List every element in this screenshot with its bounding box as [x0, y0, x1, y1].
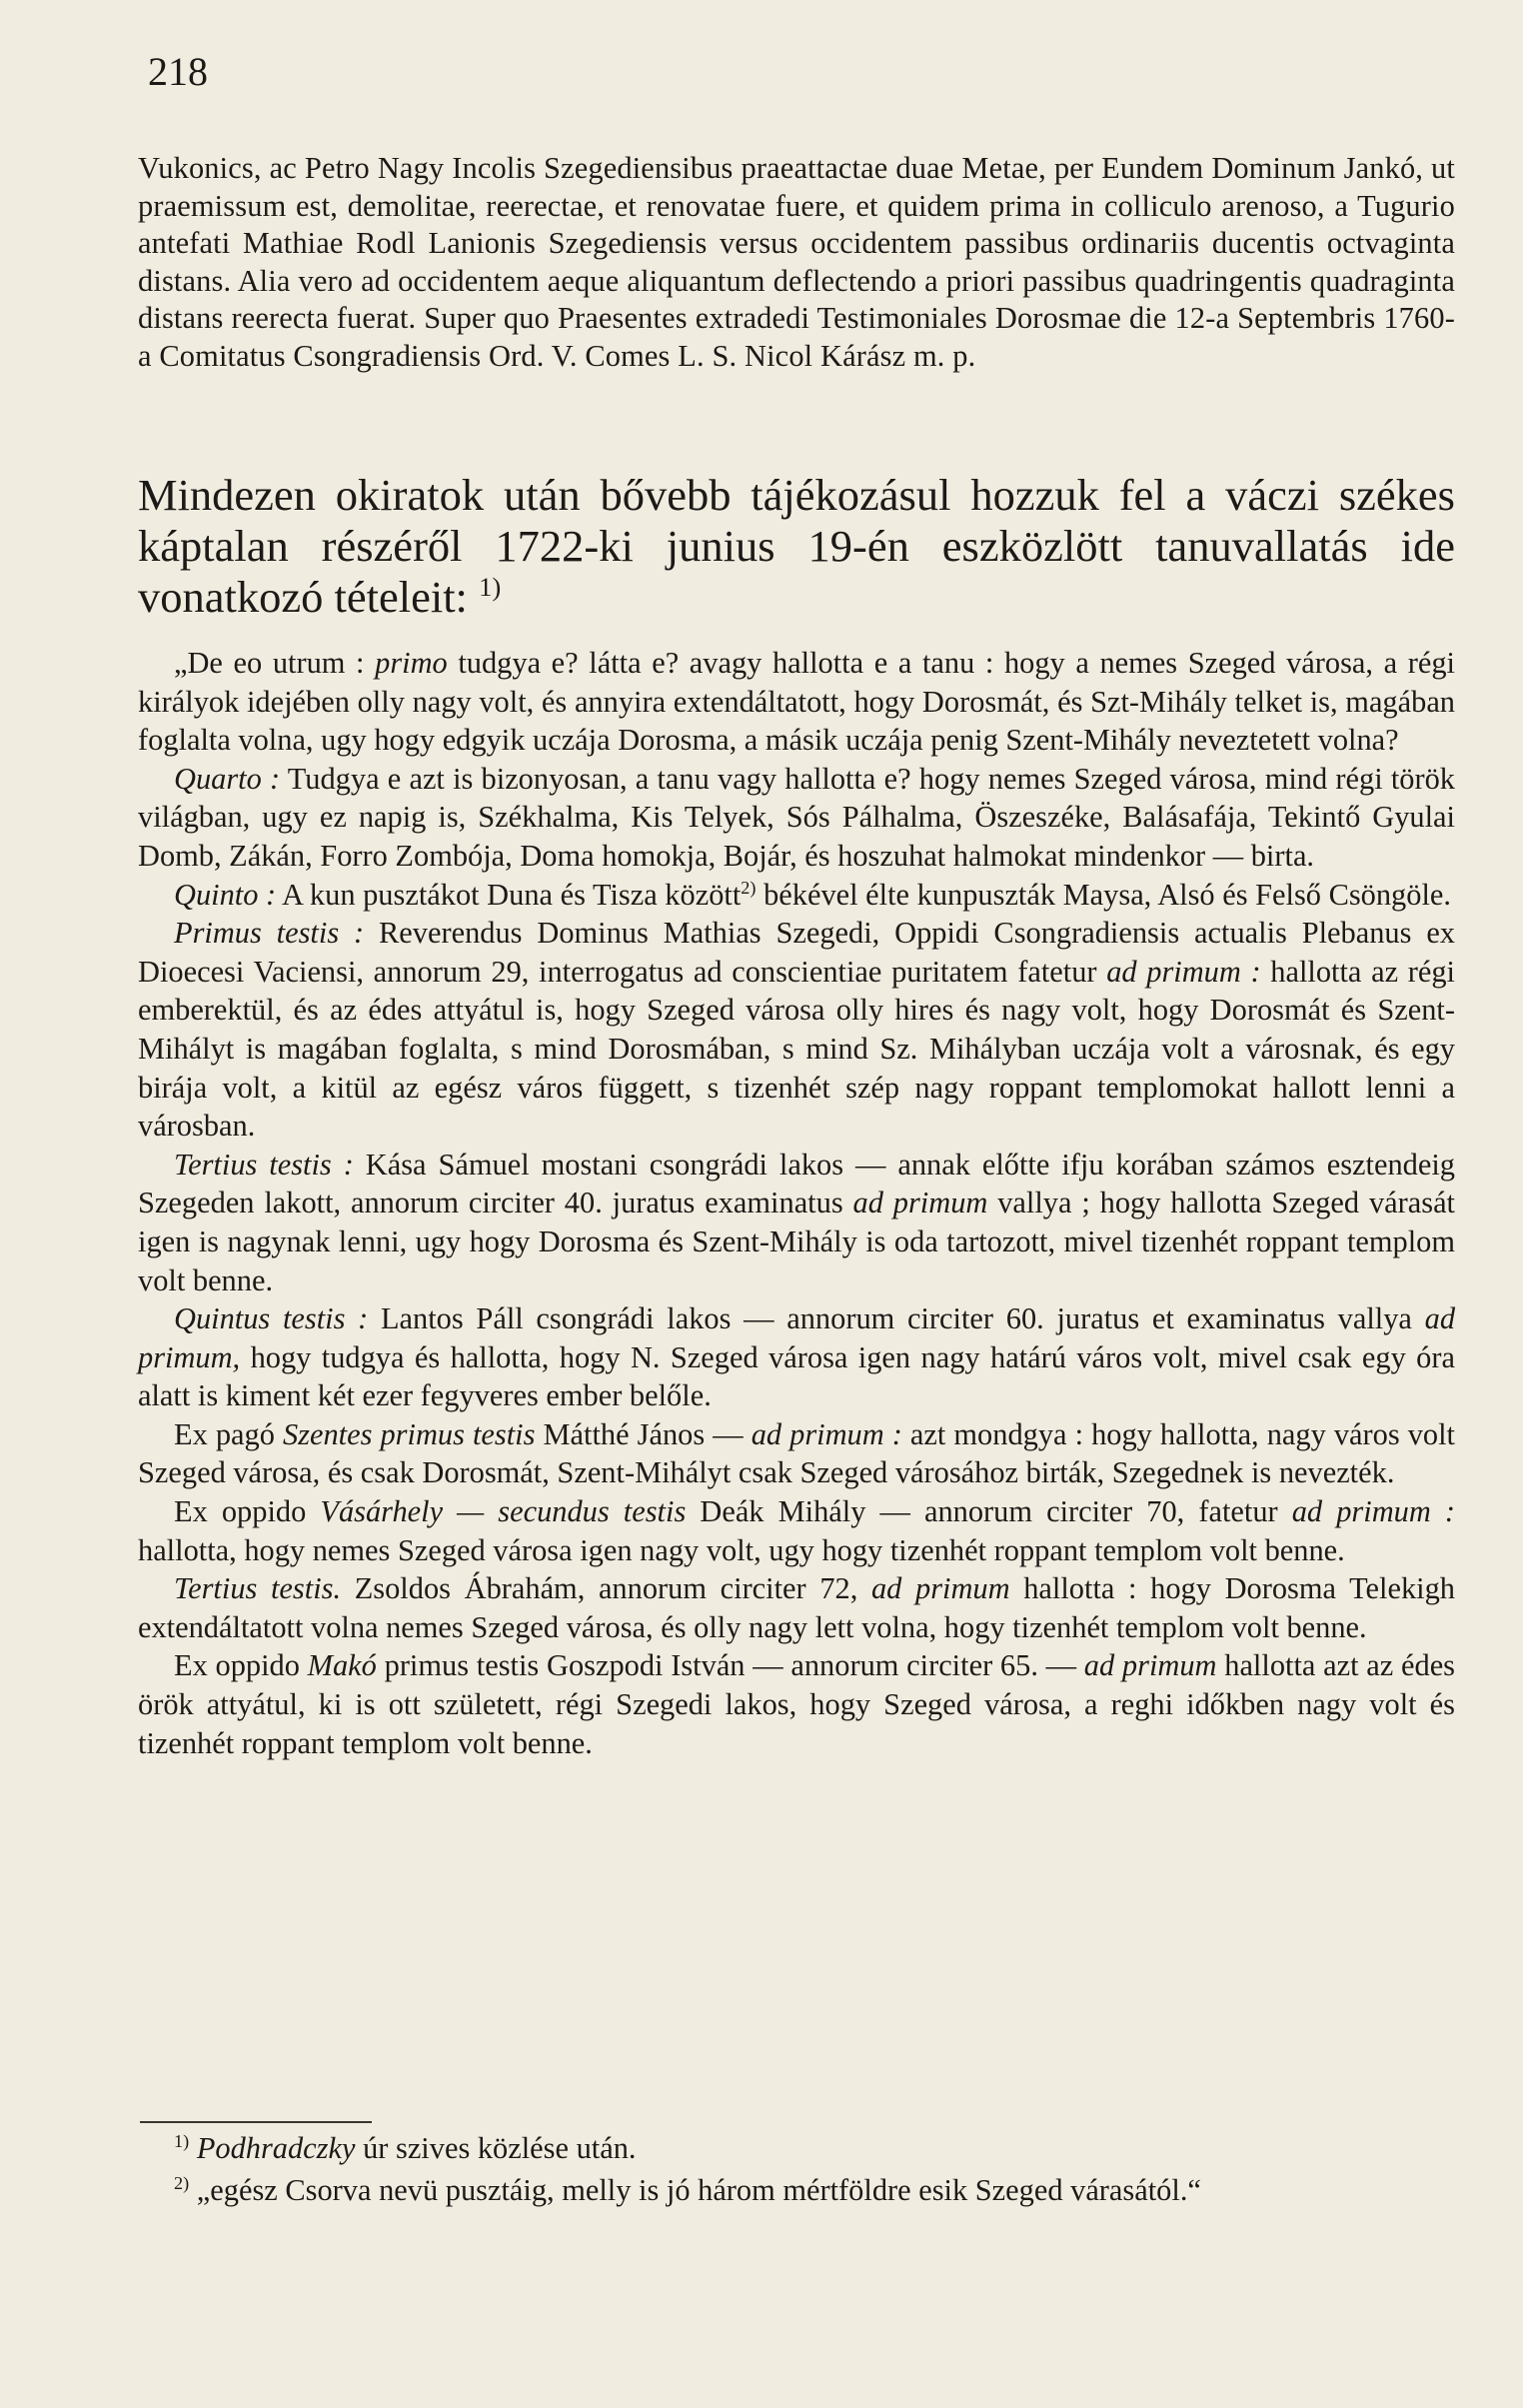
- paragraph-sublabel: ad primum :: [751, 1416, 902, 1451]
- paragraph-label: Quinto :: [174, 877, 277, 912]
- testimony-paragraph: Tertius testis : Kása Sámuel mostani csongrádi lakos — annak előtte ifju korában számos esztendeig Szegeden lakott, annorum circiter 40. juratus examinatus ad primum vallya ; hogy hallotta Szeged várasát igen is nagynak lenni, ugy hogy Dorosma és Szent-Mihály is oda tartozott, mivel tizenhét roppant templom volt benne.: [138, 1147, 1456, 1297]
- testimony-paragraph: Quarto : Tudgya e azt is bizonyosan, a tanu vagy hallotta e? hogy nemes Szeged városa, mind régi török világban, ugy ez napig is, Székhalma, Kis Telyek, Sós Pálhalma, Öszeszéke, Balásafája, Tekintő Gyulai Domb, Zákán, Forro Zombója, Doma homokja, Bojár, és hoszuhat halmokat mindenkor — birta.: [138, 761, 1455, 873]
- page-number: 218: [148, 49, 208, 94]
- paragraph-label: Quintus testis :: [174, 1301, 369, 1336]
- footnote-mark: 1): [174, 2130, 190, 2151]
- paragraph-sublabel: ad primum: [1083, 1648, 1217, 1683]
- footnotes: [138, 2131, 1455, 2215]
- footnote-mark: 2): [174, 2172, 190, 2193]
- testimony-paragraph: Primus testis : Reverendus Dominus Mathias Szegedi, Oppidi Csongradiensis actualis Plebanus ex Dioecesi Vaciensi, annorum 29, interrogatus ad conscientiae puritatem fatetur ad primum : hallotta az régi emberektül, és az édes attyátul is, hogy Szeged városa olly hires és nagy volt, hogy Dorosmát és Szent-Mihályt is magában foglalta, s mind Dorosmában, s mind Sz. Mihályban uczája volt a városnak, és egy birája volt, a kitül az egész város függett, s tizenhét szép nagy roppant templomokat hallott lenni a városban.: [138, 916, 1456, 1144]
- testimony-body: [138, 644, 1455, 1762]
- section-heading: [138, 470, 1455, 623]
- footnote-label: Podhradczky: [196, 2131, 356, 2165]
- testimony-paragraph: Ex oppido Vásárhely — secundus testis Deák Mihály — annorum circiter 70, fatetur ad primum : hallotta, hogy nemes Szeged városa igen nagy volt, ugy hogy tizenhét roppant templom volt benne.: [138, 1494, 1456, 1567]
- paragraph-label: Vásárhely — secundus testis: [320, 1494, 687, 1529]
- paragraph-sublabel: ad primum,: [138, 1301, 1456, 1374]
- paragraph-label: primo: [375, 646, 448, 680]
- footnote-ref: 2): [741, 877, 757, 898]
- heading-text: Mindezen okiratok után bővebb tájékozásul hozzuk fel a váczi székes káptalan részéről 1722-ki junius 19-én eszközlött tanuvallatás ide vonatkozó tételeit:: [138, 470, 1455, 622]
- paragraph-label: Primus testis :: [174, 916, 365, 951]
- testimony-paragraph: Quintus testis : Lantos Páll csongrádi lakos — annorum circiter 60. juratus et examinatus vallya ad primum, hogy tudgya és hallotta, hogy N. Szeged városa igen nagy határú város volt, mivel csak egy óra alatt is kiment két ezer fegyveres ember belőle.: [138, 1301, 1456, 1413]
- paragraph-label: Tertius testis.: [174, 1571, 342, 1606]
- paragraph-label: Tertius testis :: [174, 1147, 354, 1182]
- testimony-paragraph: Quinto : A kun pusztákot Duna és Tisza között$^{2)}$ békével élte kunpuszták Maysa, Alsó és Felső Csöngöle.: [174, 877, 1451, 912]
- footnote: $^{1)}$ Podhradczky úr szives közlése után.: [174, 2130, 637, 2165]
- paragraph-sublabel: ad primum :: [1291, 1494, 1456, 1529]
- footnote-divider: [140, 2121, 372, 2123]
- footnote: $^{2)}$ „egész Csorva nevü pusztáig, melly is jó három mértföldre esik Szeged várasától.“: [174, 2172, 1201, 2207]
- paragraph-sublabel: ad primum :: [1106, 954, 1261, 989]
- heading-footnote-ref: 1): [479, 572, 502, 603]
- latin-paragraph: Vukonics, ac Petro Nagy Incolis Szegediensibus praeattactae duae Metae, per Eundem Dominum Jankó, ut praemissum est, demolitae, reerectae, et renovatae fuere, et quidem prima in colliculo arenoso, a Tugurio antefati Mathiae Rodl Lanionis Szegediensis versus occidentem passibus ordinariis ducentis octvaginta distans. Alia vero ad occidentem aeque aliquantum deflectendo a priori passibus quadringentis quadraginta distans reerecta fuerat. Super quo Praesentes extradedi Testimoniales Dorosmae die 12-a Septembris 1760-a Comitatus Csongradiensis Ord. V. Comes L. S. Nicol Kárász m. p.: [138, 151, 1455, 373]
- paragraph-sublabel: ad primum: [870, 1571, 1010, 1606]
- testimony-paragraph: Ex pagó Szentes primus testis Mátthé János — ad primum : azt mondgya : hogy hallotta, nagy város volt Szeged városa, és csak Dorosmát, Szent-Mihályt csak Szeged városához birták, Szegednek is nevezték.: [138, 1416, 1455, 1490]
- testimony-paragraph: Ex oppido Makó primus testis Goszpodi István — annorum circiter 65. — ad primum hallotta azt az édes örök attyátul, ki is ott született, régi Szegedi lakos, hogy Szeged városa, a reghi időkben nagy volt és tizenhét roppant templom volt benne.: [138, 1648, 1456, 1760]
- testimony-paragraph: Tertius testis. Zsoldos Ábrahám, annorum circiter 72, ad primum hallotta : hogy Dorosma Telekigh extendáltatott volna nemes Szeged városa, és olly nagy lett volna, hogy tizenhét templom volt benne.: [138, 1571, 1455, 1644]
- testimony-paragraph: „De eo utrum : primo tudgya e? látta e? avagy hallotta e a tanu : hogy a nemes Szeged városa, a régi királyok idejében olly nagy volt, és annyira extendáltatott, hogy Dorosmát, és Szt-Mihály telket is, magában foglalta volna, ugy hogy edgyik uczája Dorosma, a másik uczája penig Szent-Mihály neveztetett volna?: [138, 646, 1455, 758]
- paragraph-sublabel: ad primum: [852, 1186, 988, 1220]
- paragraph-label: Quarto :: [174, 761, 281, 796]
- paragraph-label: Makó: [307, 1648, 377, 1683]
- paragraph-label: Szentes primus testis: [282, 1416, 536, 1451]
